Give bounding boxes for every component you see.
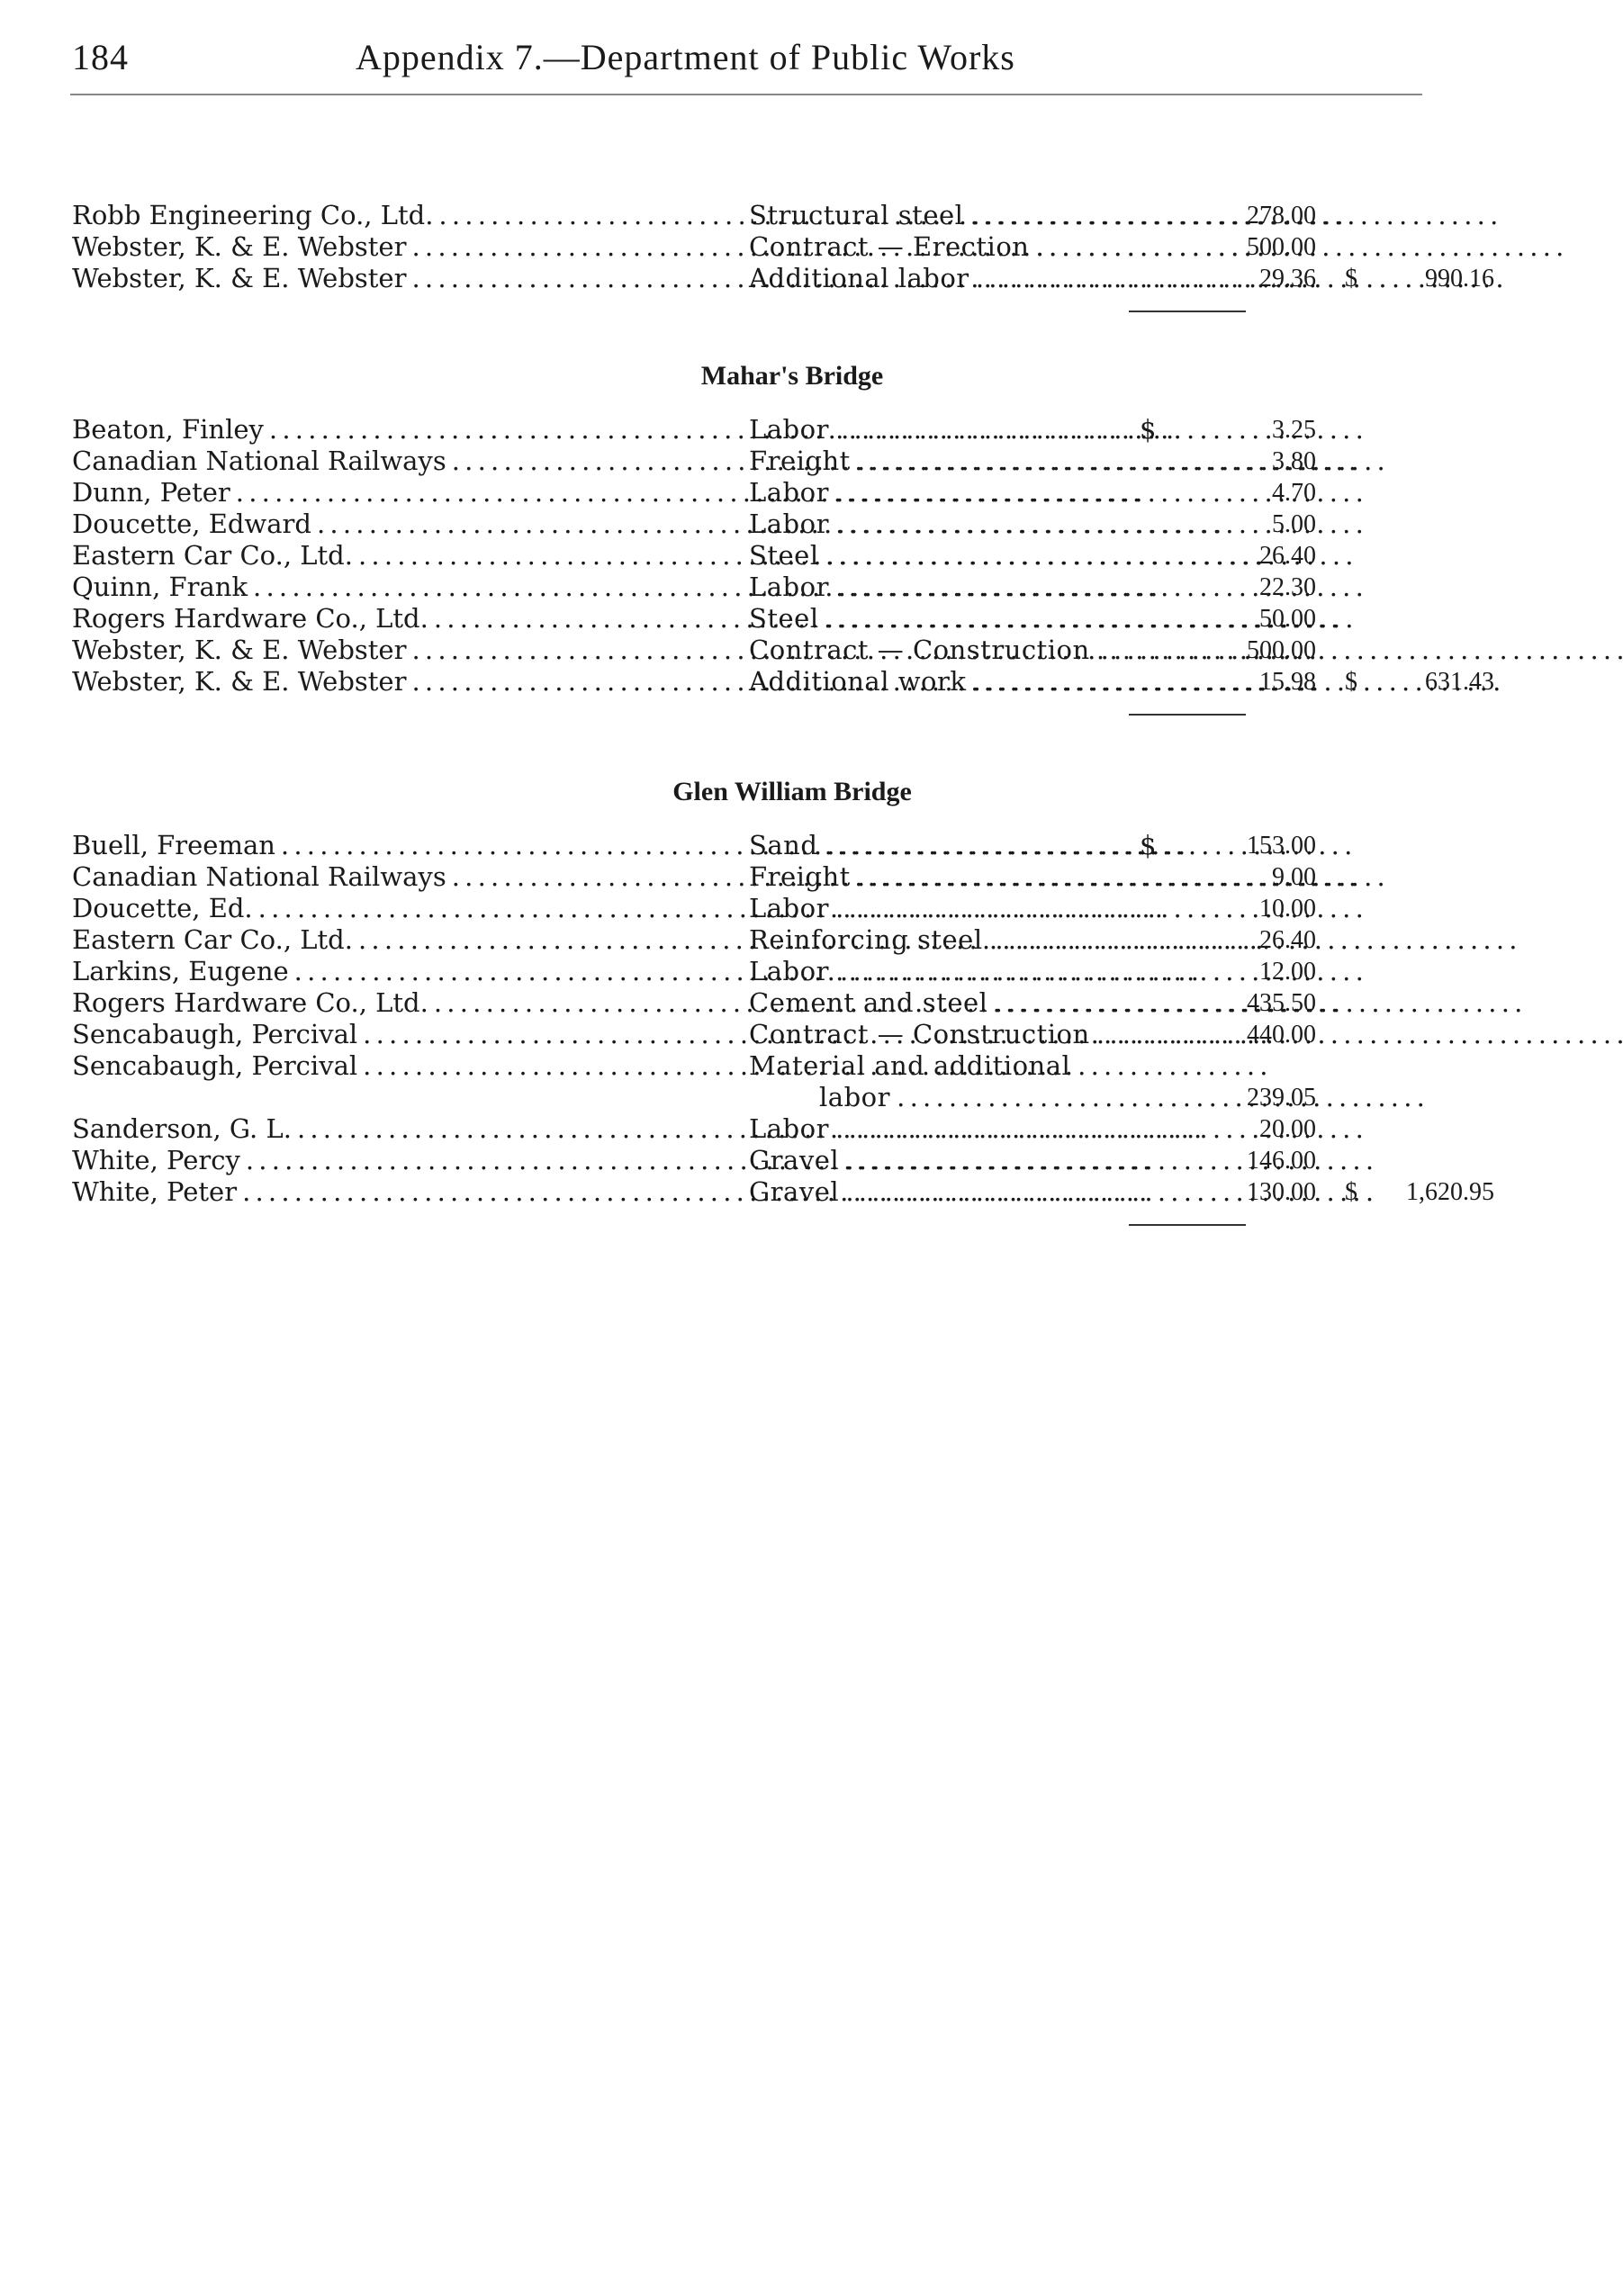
ledger-row (72, 446, 1422, 477)
expense-item: Cement and steel . . . (749, 987, 1190, 1019)
amount: 500.00 (1247, 636, 1316, 664)
section-total: 990.16 (1425, 265, 1494, 293)
ledger-row (72, 924, 1422, 956)
expense-item: Labor . . . (749, 893, 1190, 924)
expense-item: Reinforcing steel . . . (749, 924, 1190, 956)
payee-name: Buell, Freeman . . . (72, 830, 749, 861)
ledger-row (72, 893, 1422, 924)
payee-name: Robb Engineering Co., Ltd. . . . (72, 200, 749, 231)
section-total: 1,620.95 (1406, 1178, 1494, 1206)
expense-item: Material and additional (749, 1050, 1071, 1081)
amount: 3.25 (1272, 416, 1316, 444)
ledger-row (72, 1019, 1422, 1050)
amount-currency: $ (1140, 830, 1157, 860)
payee-name: Rogers Hardware Co., Ltd. . . . (72, 987, 749, 1019)
amount: 3.80 (1272, 447, 1316, 475)
ledger-row (72, 1050, 1422, 1082)
ledger-row (72, 603, 1422, 635)
expense-item: Labor . . . (749, 509, 1190, 540)
amount: 10.00 (1259, 895, 1316, 923)
expense-item: Labor . . . (749, 956, 1190, 987)
ledger-row (72, 540, 1422, 572)
running-head: Appendix 7.—Department of Public Works (356, 37, 1015, 77)
expense-item: Sand . . . (749, 830, 1190, 861)
ledger-row (72, 1176, 1494, 1208)
amount: 29.36 (1259, 265, 1316, 293)
amount: 130.00 (1247, 1178, 1316, 1206)
expense-item: Structural steel . . . (749, 200, 1190, 231)
amount: 20.00 (1259, 1115, 1316, 1143)
amount: 15.98 (1259, 668, 1316, 696)
total-currency: $ (1345, 265, 1357, 293)
expense-item: Labor . . . (749, 477, 1190, 509)
payee-name: Webster, K. & E. Webster . . . (72, 231, 749, 263)
payee-name: Dunn, Peter . . . (72, 477, 749, 509)
expense-item: Contract — Construction . . . (749, 1019, 1190, 1050)
expense-item: Gravel . . . (749, 1176, 1190, 1208)
ledger-row (72, 414, 1422, 446)
ledger-row (72, 1145, 1422, 1176)
sum-rule (1129, 714, 1246, 716)
expense-item: Gravel . . . (749, 1145, 1190, 1176)
sum-rule (1129, 1224, 1246, 1226)
expense-item: Contract — Erection . . . (749, 231, 1190, 263)
ledger-row (72, 830, 1422, 861)
amount: 435.50 (1247, 989, 1316, 1017)
payee-name: White, Peter . . . (72, 1176, 749, 1208)
payee-name: Larkins, Eugene . . . (72, 956, 749, 987)
expense-item: Labor . . . (749, 414, 1190, 446)
amount: 22.30 (1259, 573, 1316, 601)
payee-name: Doucette, Edward . . . (72, 509, 749, 540)
amount: 4.70 (1272, 479, 1316, 507)
payee-name: Rogers Hardware Co., Ltd. . . . (72, 603, 749, 635)
expense-item: Freight . . . (749, 446, 1190, 477)
amount: 5.00 (1272, 510, 1316, 538)
amount: 146.00 (1247, 1147, 1316, 1175)
payee-name: Webster, K. & E. Webster . . . (72, 263, 749, 294)
sum-rule (1129, 311, 1246, 312)
payee-name: Eastern Car Co., Ltd. . . . (72, 924, 749, 956)
ledger-row (72, 477, 1422, 509)
ledger-row (72, 956, 1422, 987)
payee-name: Canadian National Railways . . . (72, 861, 749, 893)
payee-name: White, Percy . . . (72, 1145, 749, 1176)
ledger-section (72, 353, 1494, 716)
amount: 26.40 (1259, 926, 1316, 954)
ledger-row (72, 572, 1422, 603)
ledger-row (72, 861, 1422, 893)
ledger-row (72, 987, 1422, 1019)
amount: 26.40 (1259, 542, 1316, 570)
payee-name: Sencabaugh, Percival . . . (72, 1050, 749, 1082)
ledger-row (72, 666, 1494, 698)
payee-name: Beaton, Finley . . . (72, 414, 749, 446)
payee-name: Webster, K. & E. Webster . . . (72, 635, 749, 666)
payee-name: Canadian National Railways . . . (72, 446, 749, 477)
page-number: 184 (72, 37, 129, 77)
expense-item: Additional work . . . (749, 666, 1190, 698)
header-rule (70, 94, 1422, 95)
amount: 500.00 (1247, 233, 1316, 261)
ledger-row (72, 509, 1422, 540)
total-currency: $ (1345, 1178, 1357, 1206)
expense-item: Labor . . . (749, 1113, 1190, 1145)
payee-name: Sencabaugh, Percival . . . (72, 1019, 749, 1050)
amount: 153.00 (1247, 832, 1316, 860)
section-total: 631.43 (1425, 668, 1494, 696)
ledger-row (72, 231, 1422, 263)
amount: 440.00 (1247, 1021, 1316, 1049)
expense-item: Steel . . . (749, 540, 1190, 572)
payee-name: Webster, K. & E. Webster . . . (72, 666, 749, 698)
section-title: Mahar's Bridge (700, 361, 884, 391)
payee-name: Eastern Car Co., Ltd. . . . (72, 540, 749, 572)
ledger-row (72, 263, 1494, 294)
section-title: Glen William Bridge (672, 777, 912, 806)
amount: 50.00 (1259, 605, 1316, 633)
expense-item: labor . . . (819, 1082, 1190, 1113)
amount: 9.00 (1272, 863, 1316, 891)
ledger-row (72, 1113, 1422, 1145)
ledger-row (72, 1082, 1422, 1113)
amount: 278.00 (1247, 202, 1316, 230)
expense-item: Freight . . . (749, 861, 1190, 893)
payee-name: Quinn, Frank . . . (72, 572, 749, 603)
payee-name: Doucette, Ed. . . . (72, 893, 749, 924)
ledger-row (72, 200, 1422, 231)
ledger-section (72, 769, 1494, 1226)
amount: 12.00 (1259, 958, 1316, 986)
expense-item: Labor . . . (749, 572, 1190, 603)
expense-item: Additional labor . . . (749, 263, 1190, 294)
ledger-section (72, 200, 1494, 312)
expense-item: Contract — Construction . . . (749, 635, 1190, 666)
ledger-row (72, 635, 1422, 666)
page-header (72, 36, 1422, 83)
amount: 239.05 (1247, 1084, 1316, 1112)
expense-item: Steel . . . (749, 603, 1190, 635)
total-currency: $ (1345, 668, 1357, 696)
amount-currency: $ (1140, 414, 1157, 445)
payee-name: Sanderson, G. L. . . . (72, 1113, 749, 1145)
